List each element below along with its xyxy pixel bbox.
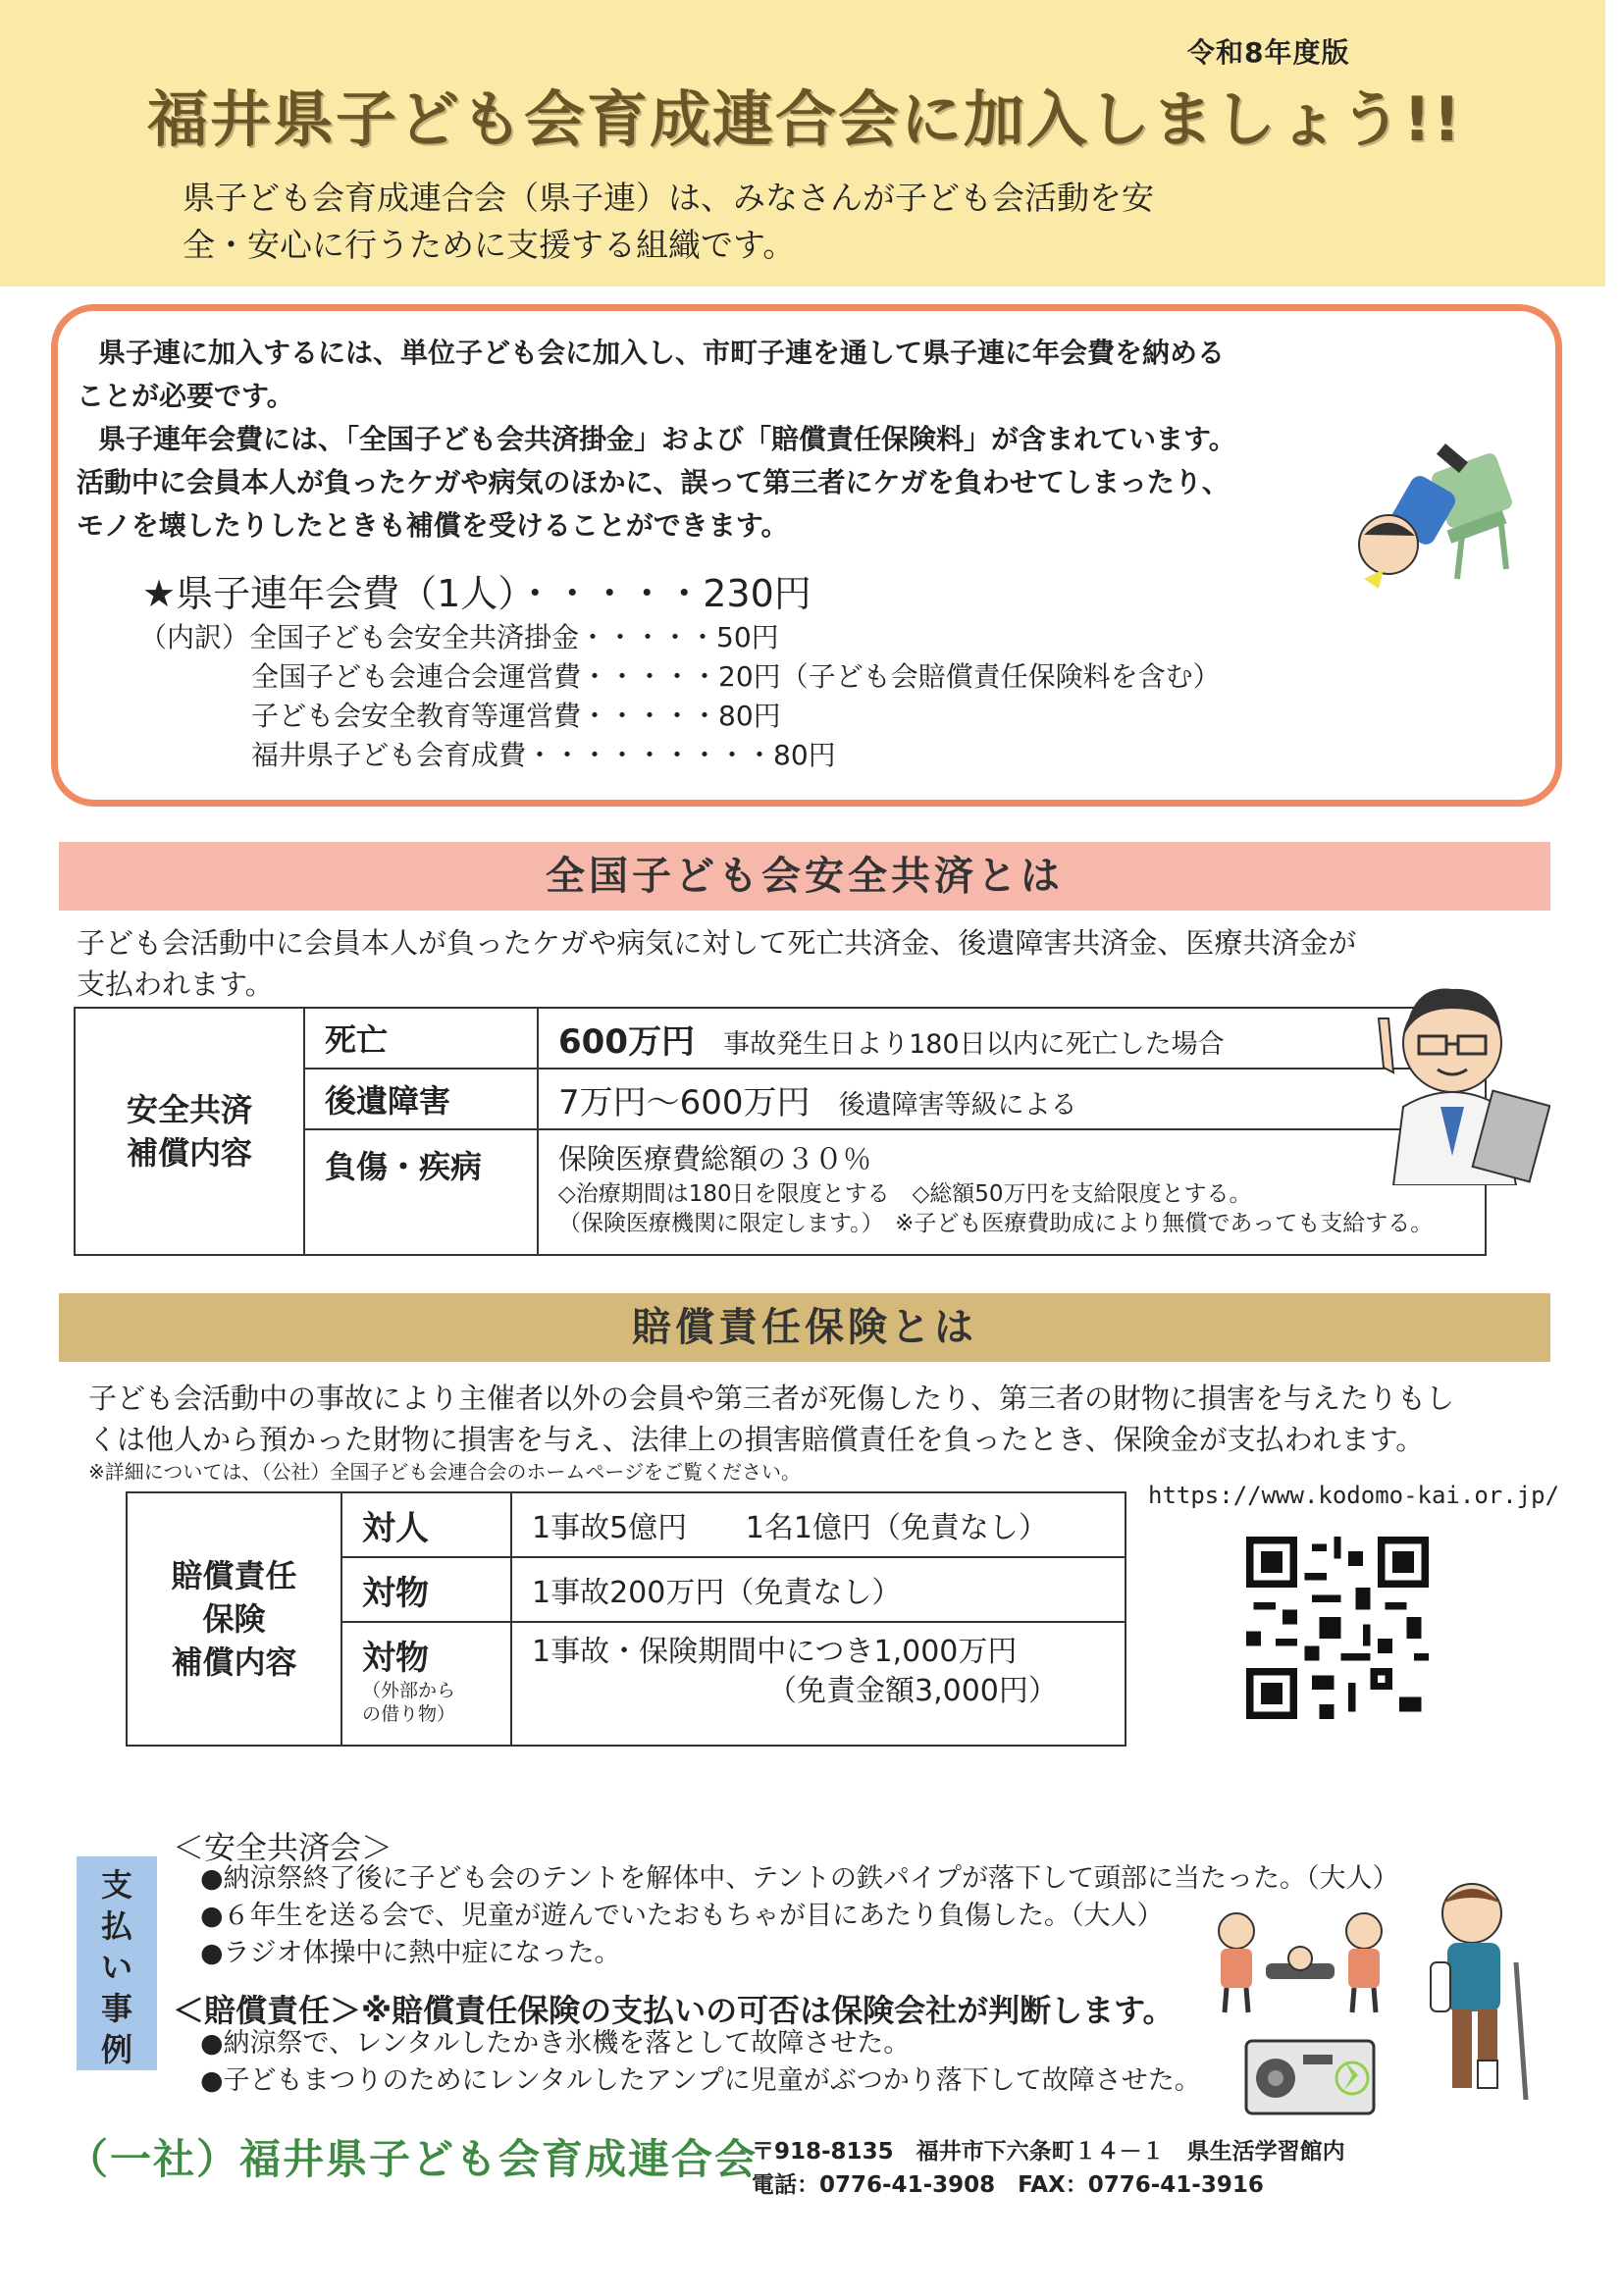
liability-note: ※詳細については、（公社）全国子ども会連合会のホームページをご覧ください。 — [88, 1460, 801, 1484]
fee-breakdown-item: 福井県子ども会育成費・・・・・・・・・80円 — [251, 739, 836, 771]
coverage-note: 事故発生日より180日以内に死亡した場合 — [723, 1028, 1225, 1060]
falling-child-illustration — [1344, 442, 1541, 608]
coverage-category: 対物 — [341, 1557, 511, 1622]
qr-code[interactable] — [1246, 1537, 1429, 1719]
safety-section-heading: 全国子ども会安全共済とは — [59, 842, 1550, 911]
fee-breakdown-item: 子ども会安全教育等運営費・・・・・80円 — [251, 700, 781, 732]
page-title: 福井県子ども会育成連合会に加入しましょう!! — [147, 83, 1463, 155]
liability-coverage-table — [126, 1491, 1126, 1747]
liability-examples-list — [200, 2025, 1201, 2100]
label-line: 保険 — [202, 1600, 266, 1638]
category-sub: の借り物） — [362, 1703, 456, 1725]
coverage-category: 死亡 — [304, 1008, 538, 1069]
coverage-value — [511, 1492, 1126, 1557]
coverage-note: ◇治療期間は180日を限度とする ◇総額50万円を支給限度とする。 — [558, 1181, 1252, 1207]
label-char: 支 — [100, 1866, 132, 1904]
label-char: 事 — [100, 1990, 132, 2027]
phone-fax: 電話：0776-41-3908 FAX：0776-41-3916 — [752, 2172, 1264, 2198]
coverage-amount: 600万円 — [558, 1021, 695, 1062]
list-item: ●納涼祭終了後に子ども会のテントを解体中、テントの鉄パイプが落下して頭部に当たった。（大人） — [200, 1863, 1399, 1894]
intro-text — [183, 175, 1360, 269]
coverage-extra: 1名1億円（免責なし） — [745, 1511, 1048, 1545]
label-line: 補償内容 — [126, 1134, 252, 1172]
list-item: ●納涼祭で、レンタルしたかき氷機を落として故障させた。 — [200, 2028, 911, 2059]
coverage-category: 後遺障害 — [304, 1069, 538, 1129]
list-item: ●子どもまつりのためにレンタルしたアンプに児童がぶつかり落下して故障させた。 — [200, 2065, 1201, 2096]
children-carrying-illustration — [1207, 1909, 1393, 2017]
text-line: 県子連に加入するには、単位子ども会に加入し、市町子連を通して県子連に年会費を納める — [98, 337, 1226, 369]
coverage-category — [341, 1622, 511, 1746]
coverage-value — [538, 1069, 1486, 1129]
safety-coverage-table — [74, 1007, 1487, 1256]
text-line: 支払われます。 — [77, 967, 274, 1001]
coverage-amount: 1事故200万円（免責なし） — [511, 1557, 1126, 1622]
coverage-amount: 保険医療費総額の３０％ — [558, 1142, 872, 1175]
speaker-illustration — [1242, 2031, 1389, 2119]
fee-headline: ★県子連年会費（1人）・・・・・230円 — [142, 572, 812, 615]
coverage-category: 負傷・疾病 — [304, 1129, 538, 1255]
label-line: 賠償責任 — [171, 1557, 297, 1594]
website-url[interactable]: https://www.kodomo-kai.or.jp/ — [1148, 1482, 1560, 1509]
address: 〒918-8135 福井市下六条町１４－１ 県生活学習館内 — [752, 2139, 1345, 2165]
edition-label: 令和8年度版 — [1187, 36, 1350, 69]
coverage-value — [538, 1129, 1486, 1255]
table-label — [127, 1492, 341, 1746]
organization-name: （一社）福井県子ども会育成連合会 — [67, 2135, 759, 2183]
text-line: ことが必要です。 — [77, 380, 294, 412]
liability-section-heading: 賠償責任保険とは — [59, 1293, 1550, 1362]
text-line: くは他人から預かった財物に損害を与え、法律上の損害賠償責任を負ったとき、保険金が支払われます。 — [88, 1423, 1425, 1456]
category-sub: （外部から — [362, 1680, 456, 1701]
coverage-note: 後遺障害等級による — [838, 1089, 1077, 1121]
liability-examples-title: ＜賠償責任＞※賠償責任保険の支払いの可否は保険会社が判断します。 — [173, 1992, 1175, 2029]
text-line: 県子連年会費には、「全国子ども会共済掛金」および「賠償責任保険料」が含まれています。 — [98, 423, 1236, 455]
list-item: ●６年生を送る会で、児童が遊んでいたおもちゃが目にあたり負傷した。（大人） — [200, 1901, 1164, 1931]
coverage-value — [511, 1622, 1126, 1746]
list-item: ●ラジオ体操中に熱中症になった。 — [200, 1938, 621, 1968]
payment-examples-label — [77, 1856, 157, 2070]
intro-line: 全・安心に行うために支援する組織です。 — [183, 226, 796, 264]
coverage-amount: 7万円～600万円 — [558, 1082, 811, 1122]
label-char: い — [100, 1949, 132, 1986]
label-char: 払 — [100, 1907, 132, 1945]
contact-info — [752, 2135, 1345, 2202]
coverage-value — [538, 1008, 1486, 1069]
liability-description — [88, 1378, 1580, 1460]
text-line: 子ども会活動中に会員本人が負ったケガや病気に対して死亡共済金、後遺障害共済金、医療共済金が — [77, 926, 1357, 960]
text-line: 子ども会活動中の事故により主催者以外の会員や第三者が死傷したり、第三者の財物に損害を与えたりもし — [88, 1382, 1455, 1415]
membership-text — [77, 332, 1391, 548]
doctor-illustration — [1354, 960, 1550, 1185]
label-line: 安全共済 — [126, 1091, 252, 1128]
coverage-category: 対人 — [341, 1492, 511, 1557]
label-char: 例 — [100, 2031, 132, 2068]
fee-breakdown-item: （内訳）全国子ども会安全共済掛金・・・・・50円 — [139, 621, 779, 653]
fee-breakdown-item: 全国子ども会連合会運営費・・・・・20円（子ども会賠償責任保険料を含む） — [251, 660, 1221, 693]
intro-line: 県子ども会育成連合会（県子連）は、みなさんが子ども会活動を安 — [183, 179, 1154, 217]
coverage-amount: 1事故・保険期間中につき1,000万円 — [532, 1635, 1018, 1669]
coverage-amount: 1事故5億円 — [532, 1511, 688, 1545]
table-label — [75, 1008, 304, 1255]
safety-description — [77, 922, 1529, 1005]
coverage-extra: （免責金額3,000円） — [767, 1674, 1058, 1708]
label-line: 補償内容 — [171, 1644, 297, 1681]
text-line: 活動中に会員本人が負ったケガや病気のほかに、誤って第三者にケガを負わせてしまったり、 — [77, 466, 1230, 498]
injured-person-illustration — [1413, 1874, 1550, 2110]
text-line: モノを壊したりしたときも補償を受けることができます。 — [77, 509, 789, 542]
safety-examples-title: ＜安全共済会＞ — [173, 1829, 393, 1866]
coverage-note: （保険医療機関に限定します。） ※子ども医療費助成により無償であっても支給する。 — [558, 1211, 1434, 1236]
category-label: 対物 — [362, 1639, 429, 1678]
